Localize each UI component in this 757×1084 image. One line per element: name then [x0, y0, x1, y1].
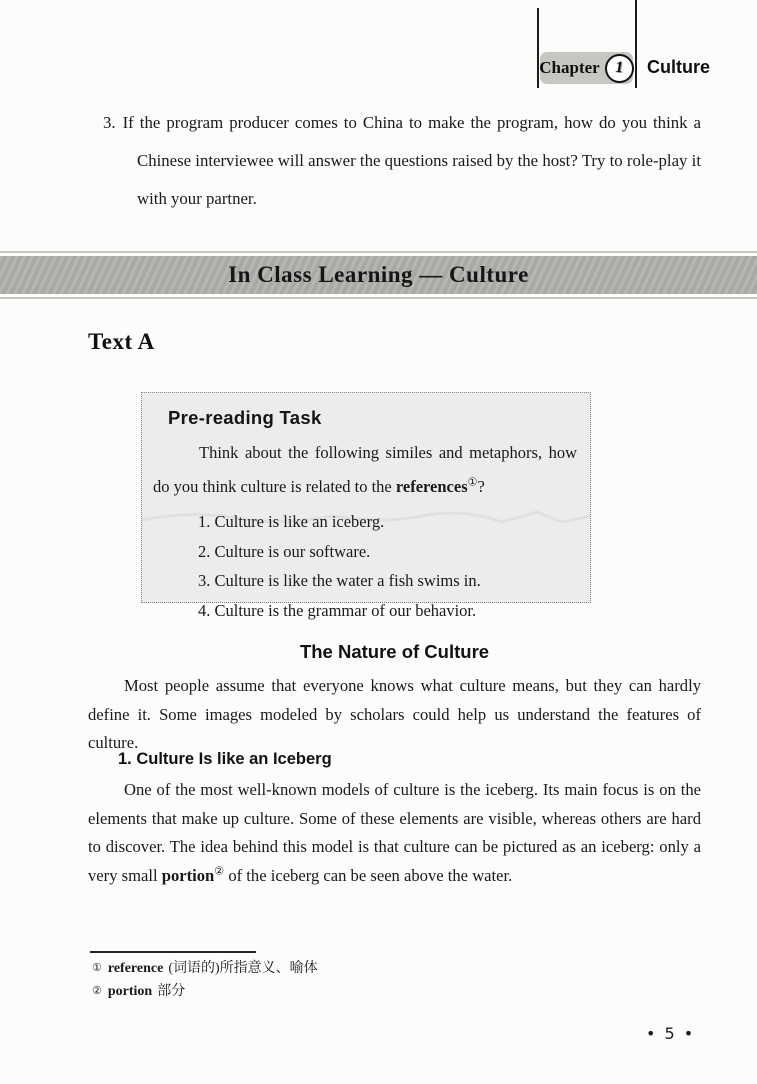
chapter-badge [540, 52, 633, 84]
article-paragraph-2-end: of the iceberg can be seen above the water. [224, 865, 513, 885]
article-paragraph-2-keyword: portion [161, 865, 215, 885]
footnote-1 [92, 957, 318, 980]
chapter-number-icon: 1 [605, 54, 634, 83]
chapter-topic: Culture [647, 57, 710, 77]
banner-band [0, 256, 757, 294]
footnotes [92, 957, 318, 1003]
footnote-2-term: portion [107, 984, 153, 999]
prereading-intro-keyword: references [395, 477, 468, 496]
banner-title: In Class Learning — Culture [228, 262, 529, 287]
exercise-item-3 [103, 104, 701, 218]
footnote-ref-1: ① [467, 476, 478, 489]
footnote-ref-2: ② [214, 864, 225, 877]
text-a-heading: Text A [88, 329, 155, 354]
prereading-list-item: 1. Culture is like an iceberg. [198, 512, 385, 531]
footnote-1-marker: ① [92, 962, 102, 974]
prereading-list-item: 2. Culture is our software. [198, 541, 371, 561]
article-section-1-heading: 1. Culture Is like an Iceberg [118, 750, 332, 768]
exercise-item-text: If the program producer comes to China to make the program, how do you think a Chinese interviewee will answer the questions raised by the host? Try to role-play it with your partner. [122, 113, 701, 208]
page-number: • 5 • [646, 1024, 696, 1043]
article-paragraph-1: Most people assume that everyone knows what culture means, but they can hardly define it. Some images modeled by scholars could help us understand the features of culture. [88, 676, 701, 752]
section-banner [0, 251, 757, 299]
article-paragraph-2-text: One of the most well-known models of culture is the iceberg. Its main focus is on the elements that make up culture. Some of these elements are visible, whereas others are hard to discover. The idea behind this model is that culture can be pictured as an iceberg: only a very small [88, 780, 701, 885]
prereading-list-item: 3. Culture is like the water a fish swims in. [198, 571, 481, 590]
prereading-intro-text: Think about the following similes and metaphors, how do you think culture is related to the [153, 443, 577, 496]
footnote-1-definition: (词语的)所指意义、喻体 [168, 961, 318, 976]
banner-top-rule [0, 251, 757, 253]
prereading-title: Pre-reading Task [168, 407, 322, 428]
exercise-item-number: 3. [103, 113, 116, 132]
footnote-rule [90, 951, 256, 953]
prereading-list-item: 4. Culture is the grammar of our behavior. [198, 600, 477, 620]
footnote-2-definition: 部分 [157, 984, 186, 999]
chapter-label: Chapter [539, 58, 600, 77]
banner-bottom-rule [0, 297, 757, 299]
footnote-1-term: reference [107, 961, 164, 976]
header-rule-right [635, 0, 637, 88]
footnote-2 [92, 980, 318, 1003]
article-paragraph-2 [88, 776, 701, 890]
prereading-task-box [141, 392, 591, 620]
prereading-intro [153, 436, 577, 504]
article-title: The Nature of Culture [299, 641, 490, 662]
prereading-list [198, 507, 590, 625]
prereading-intro-end: ? [477, 477, 485, 496]
footnote-2-marker: ② [92, 985, 102, 997]
